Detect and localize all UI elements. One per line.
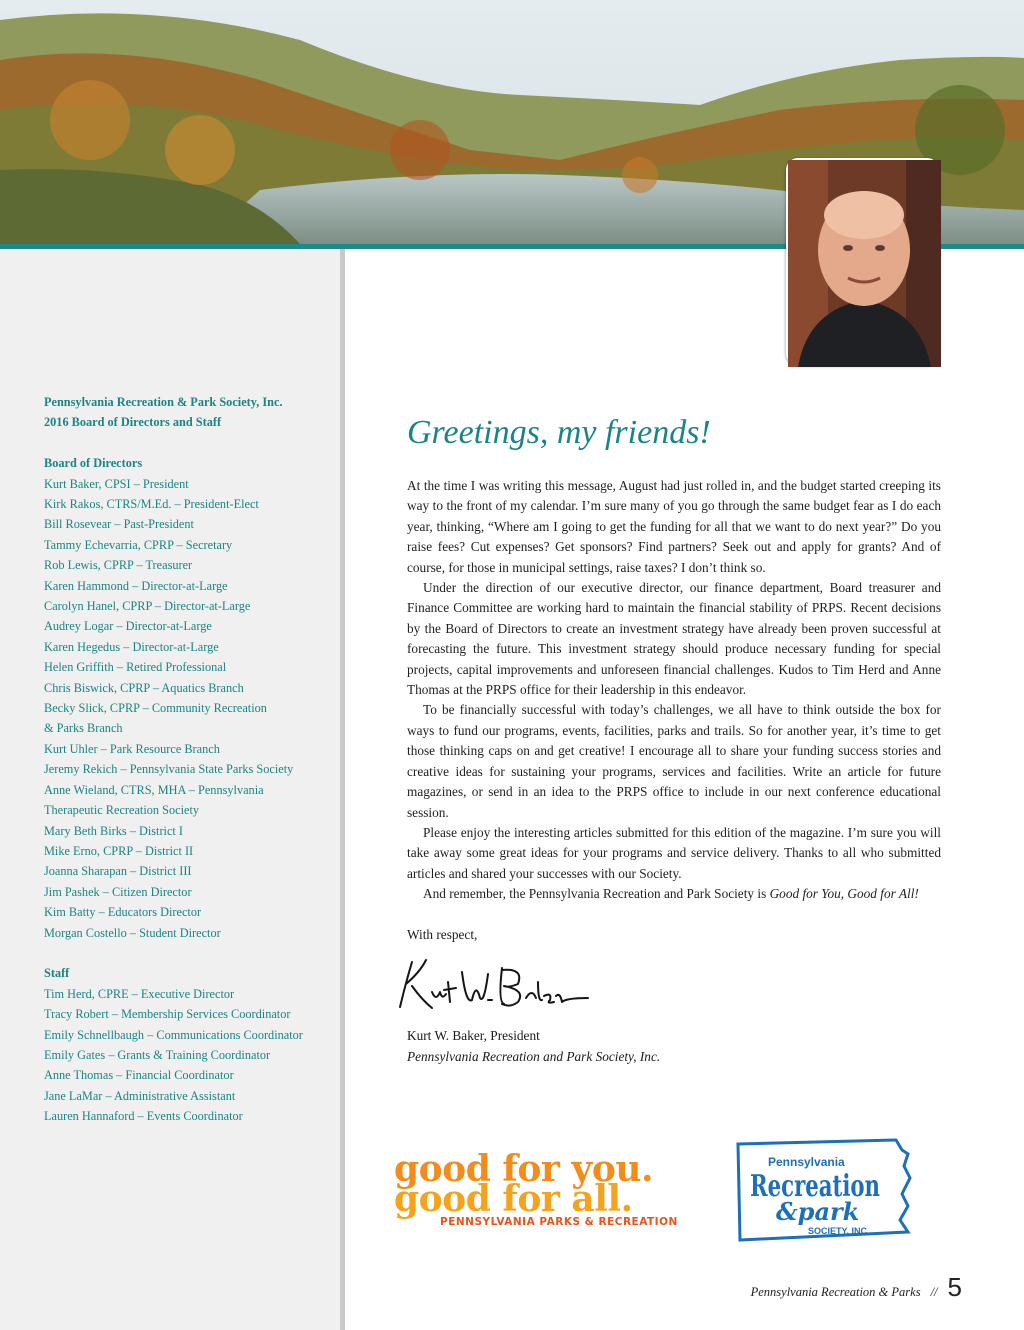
board-and-staff-list	[44, 392, 334, 1127]
board-member: Chris Biswick, CPRP – Aquatics Branch	[44, 680, 244, 695]
good-for-you-logo	[394, 1148, 690, 1232]
prps-line-park: &park	[776, 1197, 860, 1226]
sidebar-divider	[340, 249, 345, 1330]
staff-member: Tracy Robert – Membership Services Coordinator	[44, 1007, 291, 1022]
staff-member: Anne Thomas – Financial Coordinator	[44, 1068, 234, 1083]
closing-salutation: With respect,	[407, 927, 478, 942]
prps-line-pennsylvania: Pennsylvania	[768, 1155, 845, 1169]
staff-member: Lauren Hannaford – Events Coordinator	[44, 1109, 243, 1124]
page-footer	[751, 1272, 962, 1303]
letter-paragraph: Please enjoy the interesting articles submitted for this edition of the magazine. I’m sure you will take away some great ideas for your programs and service delivery. Thanks to all who submitted articles and shared your successes with our Society.	[407, 824, 941, 881]
board-member: Mike Erno, CPRP – District II	[44, 843, 194, 858]
president-portrait	[786, 158, 939, 365]
letter-body	[407, 476, 941, 905]
letter-paragraph: Under the direction of our executive director, our finance department, Board treasurer and Finance Committee are working hard to maintain the financial stability of PRPS. Recent decisions by the Board of Directors to create an investment strategy have already been proven successful at forecasting the future. This investment strategy should produce necessary funding for special projects, capital improvements and unforeseen financial challenges. Kudos to Tim Herd and Anne Thomas at the PRPS office for their leadership in this endeavor.	[407, 580, 941, 698]
gfy-line-one: good for you.	[394, 1148, 654, 1190]
signatory-name: Kurt W. Baker, President	[407, 1028, 540, 1043]
board-member: Anne Wieland, CTRS, MHA – Pennsylvania	[44, 782, 264, 797]
handwritten-signature	[392, 952, 592, 1022]
letter-paragraph: At the time I was writing this message, August had just rolled in, and the budget started creeping its way to the front of my calendar. I’m sure many of you go through the same budget fear as I do each year, thinking, “Where am I going to get the funding for all that we want to do next year?” Do you raise fees? Cut expenses? Get sponsors? Find partners? Seek out and apply for grants? And of course, for those in municipal settings, raise taxes? I don’t think so.	[407, 478, 941, 575]
board-member: Carolyn Hanel, CPRP – Director-at-Large	[44, 599, 251, 614]
signatory-organization: Pennsylvania Recreation and Park Society, Inc.	[407, 1049, 661, 1064]
board-member: Kurt Baker, CPSI – President	[44, 476, 189, 491]
board-member: Jeremy Rekich – Pennsylvania State Parks Society	[44, 762, 294, 777]
board-member: Kirk Rakos, CTRS/M.Ed. – President-Elect	[44, 497, 259, 512]
prps-line-recreation: Recreation	[750, 1169, 881, 1204]
org-name: Pennsylvania Recreation & Park Society, Inc.	[44, 395, 283, 409]
footer-separator: //	[930, 1285, 938, 1299]
letter-paragraph-closing	[407, 884, 941, 904]
board-member: Audrey Logar – Director-at-Large	[44, 619, 212, 634]
board-member: Rob Lewis, CPRP – Treasurer	[44, 558, 193, 573]
staff-member: Emily Gates – Grants & Training Coordinator	[44, 1047, 271, 1062]
portrait-illustration	[788, 160, 941, 367]
page-number: 5	[947, 1272, 962, 1302]
board-member: Jim Pashek – Citizen Director	[44, 884, 192, 899]
board-member: Tammy Echevarria, CPRP – Secretary	[44, 537, 233, 552]
board-member: Joanna Sharapan – District III	[44, 864, 192, 879]
prps-line-society: SOCIETY, INC.	[808, 1226, 870, 1236]
board-member: Karen Hegedus – Director-at-Large	[44, 639, 219, 654]
board-member: Helen Griffith – Retired Professional	[44, 660, 227, 675]
board-member: Bill Rosevear – Past-President	[44, 517, 194, 532]
prps-state-logo	[732, 1136, 912, 1244]
letter-paragraph: To be financially successful with today’s challenges, we all have to think outside the box for ways to fund our programs, events, facilities, parks and trails. So for another year, it’s time to get those thinking caps on and get creative! I encourage all to share your funding success stories and creative ideas for sustaining your programs, services and facilities. Write an article for future magazines, or send in an idea to the PRPS office to include in our next conference educational session.	[407, 702, 941, 820]
slogan-text: Good for You, Good for All!	[769, 886, 919, 902]
gfy-line-two: good for all.	[394, 1178, 633, 1220]
staff-member: Jane LaMar – Administrative Assistant	[44, 1088, 236, 1103]
board-member: Kurt Uhler – Park Resource Branch	[44, 741, 220, 756]
board-heading: Board of Directors	[44, 456, 143, 471]
publication-title: Pennsylvania Recreation & Parks	[750, 1285, 921, 1299]
board-member: Karen Hammond – Director-at-Large	[44, 578, 228, 593]
staff-member: Emily Schnellbaugh – Communications Coordinator	[44, 1027, 303, 1042]
board-title: 2016 Board of Directors and Staff	[44, 415, 222, 430]
closing-text: And remember, the Pennsylvania Recreation and Park Society is	[423, 886, 770, 902]
gfy-subtitle: PENNSYLVANIA PARKS & RECREATION	[440, 1216, 678, 1228]
board-member: Morgan Costello – Student Director	[44, 925, 221, 940]
board-member: & Parks Branch	[44, 721, 123, 736]
greeting-heading: Greetings, my friends!	[407, 414, 711, 451]
board-member: Becky Slick, CPRP – Community Recreation	[44, 701, 267, 716]
staff-member: Tim Herd, CPRE – Executive Director	[44, 986, 235, 1001]
board-member: Kim Batty – Educators Director	[44, 905, 202, 920]
board-member: Mary Beth Birks – District I	[44, 823, 184, 838]
staff-heading: Staff	[44, 966, 70, 981]
board-member: Therapeutic Recreation Society	[44, 803, 200, 818]
